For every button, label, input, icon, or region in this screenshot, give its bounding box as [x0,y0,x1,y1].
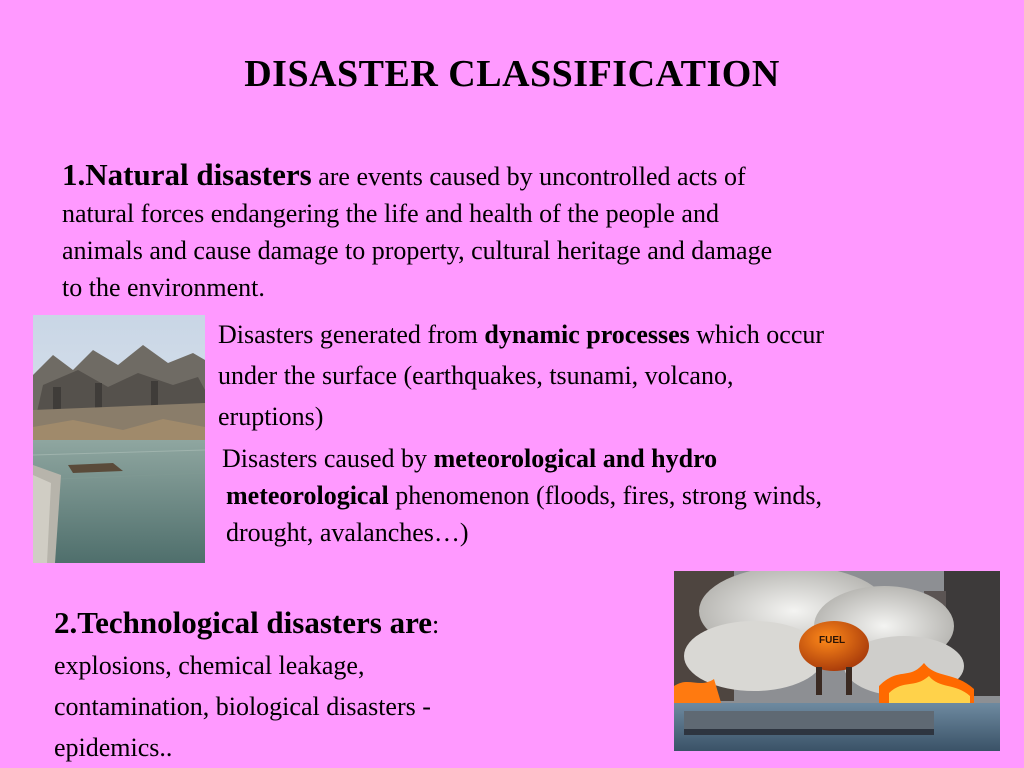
technological-disasters-paragraph [54,602,614,768]
meteo-bold-1: meteorological and hydro [433,444,718,473]
tech-line-2: explosions, chemical leakage, [54,651,365,680]
meteo-line-2 [222,477,1022,514]
meteo-line-3: drought, avalanches…) [226,518,469,547]
meteo-suffix: phenomenon (floods, fires, strong winds, [388,481,822,510]
dynamic-line-3: eruptions) [218,402,324,431]
fuel-explosion-photo [674,571,1000,751]
earthquake-damage-photo [33,315,205,563]
dynamic-prefix: Disasters generated from [218,320,485,349]
tech-colon: : [432,610,440,639]
natural-body-1: are events caused by uncontrolled acts of [311,162,746,191]
natural-disasters-paragraph [62,156,1007,306]
tech-heading: 2.Technological disasters are [54,605,433,640]
tech-line-4: epidemics.. [54,733,173,762]
dynamic-line-2: under the surface (earthquakes, tsunami, volcano, [218,361,734,390]
dynamic-bold: dynamic processes [484,320,690,349]
dynamic-processes-paragraph [218,314,1018,437]
meteo-bold-2: meteorological [226,481,389,510]
meteo-prefix: Disasters caused by [222,444,434,473]
tech-line-1 [54,602,614,645]
dynamic-line-1 [218,314,1018,355]
natural-body-3: animals and cause damage to property, cultural heritage and damage [62,236,773,265]
meteo-line-1 [222,440,1022,477]
natural-line-1 [62,156,1007,195]
meteorological-paragraph [222,440,1022,551]
fuel-tank-label: FUEL [819,635,846,646]
natural-disasters-heading: 1.Natural disasters [62,157,312,192]
dynamic-suffix: which occur [689,320,825,349]
natural-body-2: natural forces endangering the life and health of the people and [62,199,719,228]
slide-title: DISASTER CLASSIFICATION [244,53,780,95]
natural-body-4: to the environment. [62,273,265,302]
tech-line-3: contamination, biological disasters - [54,692,431,721]
